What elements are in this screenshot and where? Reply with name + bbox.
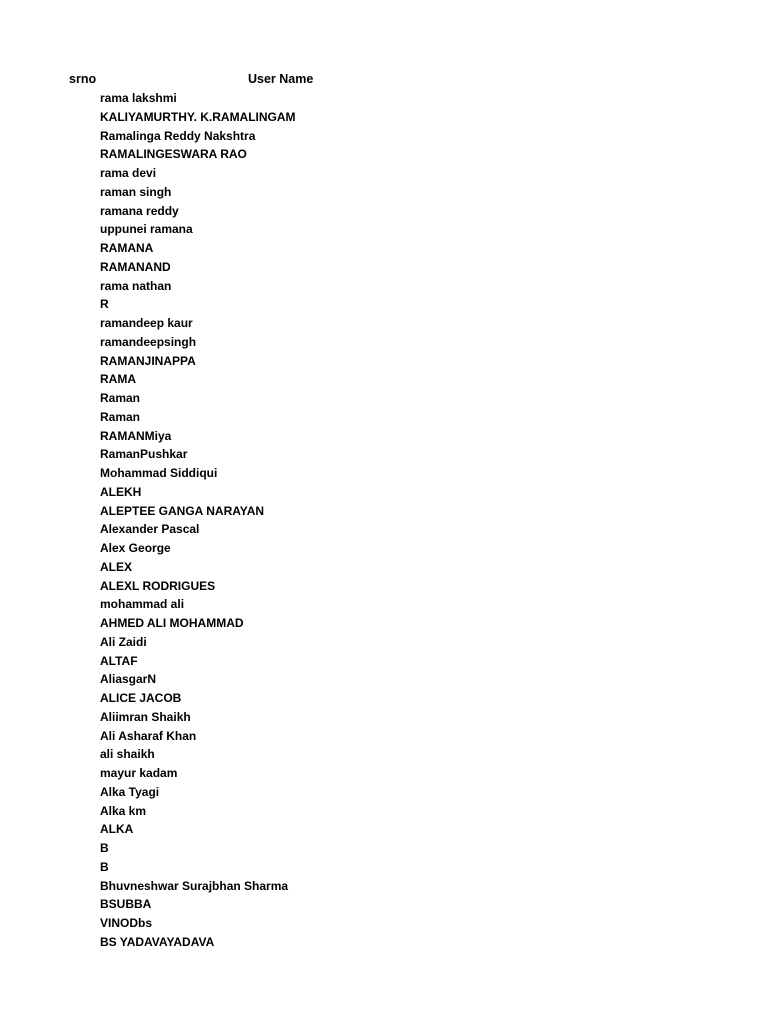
- user-name-row: RAMANMiya: [100, 428, 172, 443]
- user-name-row: RAMANAND: [100, 259, 171, 274]
- user-name-row: Aliimran Shaikh: [100, 709, 191, 724]
- user-name-row: Ali Asharaf Khan: [100, 728, 197, 743]
- user-name-row: RAMANA: [100, 241, 154, 255]
- user-name-row: AliasgarN: [100, 672, 157, 687]
- user-name-row: BSUBBA: [100, 897, 152, 912]
- user-name-row: Ali Zaidi: [100, 634, 147, 649]
- user-name-row: Mohammad Siddiqui: [100, 466, 218, 480]
- user-name-row: Alexander Pascal: [100, 522, 200, 537]
- user-name-row: Bhuvneshwar Surajbhan Sharma: [100, 878, 289, 893]
- user-name-row: ALICE JACOB: [100, 691, 182, 705]
- user-name-row: KALIYAMURTHY. K.RAMALINGAM: [100, 109, 296, 124]
- user-name-list: [100, 89, 296, 952]
- user-name-row: ALTAF: [100, 653, 138, 668]
- user-name-row: Raman: [100, 391, 141, 405]
- user-name-row: RAMANJINAPPA: [100, 353, 196, 368]
- user-name-row: ALEPTEE GANGA NARAYAN: [100, 503, 265, 518]
- user-name-row: ali shaikh: [100, 747, 155, 762]
- user-name-row: BS YADAVAYADAVA: [100, 934, 215, 949]
- user-name-row: Ramalinga Reddy Nakshtra: [100, 128, 256, 143]
- user-name-row: ALEX: [100, 559, 133, 574]
- user-name-row: uppunei ramana: [100, 222, 193, 237]
- user-name-row: ALEKH: [100, 484, 142, 499]
- table-header: [0, 70, 768, 88]
- user-name-row: ramandeep kaur: [100, 316, 193, 330]
- user-name-row: mohammad ali: [100, 597, 185, 612]
- user-name-row: B: [100, 841, 109, 855]
- user-name-row: RamanPushkar: [100, 447, 188, 462]
- user-name-row: ramandeepsingh: [100, 334, 197, 349]
- user-name-row: RAMA: [100, 372, 136, 387]
- user-name-row: rama nathan: [100, 278, 172, 293]
- user-name-row: VINODbs: [100, 916, 153, 930]
- user-name-row: B: [100, 859, 109, 874]
- user-name-row: raman singh: [100, 184, 172, 199]
- user-name-row: rama lakshmi: [100, 91, 177, 105]
- user-name-row: Alka km: [100, 803, 147, 818]
- header-user-name: User Name: [248, 72, 314, 86]
- user-name-row: Alex George: [100, 541, 171, 555]
- user-name-row: mayur kadam: [100, 766, 178, 780]
- user-name-row: rama devi: [100, 166, 157, 180]
- user-name-row: AHMED ALI MOHAMMAD: [100, 616, 244, 630]
- user-name-row: Alka Tyagi: [100, 784, 160, 799]
- user-name-row: ALEXL RODRIGUES: [100, 578, 216, 593]
- user-name-row: ramana reddy: [100, 203, 179, 218]
- user-name-row: ALKA: [100, 822, 134, 837]
- header-srno: srno: [69, 72, 97, 86]
- user-name-row: RAMALINGESWARA RAO: [100, 147, 247, 162]
- user-name-row: Raman: [100, 409, 141, 424]
- user-name-row: R: [100, 297, 109, 312]
